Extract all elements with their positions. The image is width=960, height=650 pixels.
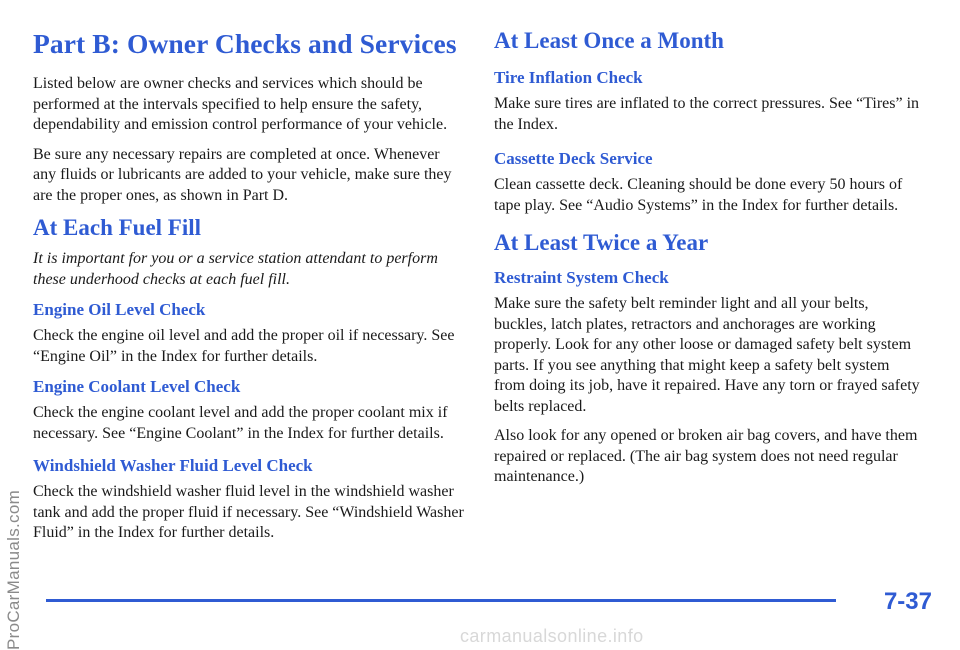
- heading-cassette-deck: Cassette Deck Service: [494, 149, 653, 168]
- heading-engine-oil: Engine Oil Level Check: [33, 300, 206, 319]
- intro-paragraph-1: Listed below are owner checks and services which should be performed at the intervals specified to help ensure the safety, dependability and emission control performance of your vehicle.: [33, 75, 448, 133]
- engine-coolant-body: Check the engine coolant level and add the proper coolant mix if necessary. See “Engine Coolant” in the Index for further details.: [33, 404, 448, 442]
- section-heading-once-a-month: At Least Once a Month: [494, 28, 724, 53]
- heading-tire-inflation: Tire Inflation Check: [494, 68, 643, 87]
- right-column: [494, 28, 924, 497]
- washer-fluid-body: Check the windshield washer fluid level in the windshield washer tank and add the proper fluid if necessary. See “Windshield Washer Fluid” in the Index for further details.: [33, 483, 464, 541]
- section-heading-fuel-fill: At Each Fuel Fill: [33, 215, 202, 240]
- heading-engine-coolant: Engine Coolant Level Check: [33, 377, 241, 396]
- intro-paragraph-2: Be sure any necessary repairs are completed at once. Whenever any fluids or lubricants are added to your vehicle, make sure they are the proper ones, as shown in Part D.: [33, 145, 452, 204]
- engine-oil-body: Check the engine oil level and add the proper oil if necessary. See “Engine Oil” in the Index for further details.: [33, 327, 455, 365]
- page-title: Part B: Owner Checks and Services: [33, 28, 457, 59]
- fuel-fill-note: It is important for you or a service station attendant to perform these underhood checks at each fuel fill.: [33, 250, 438, 288]
- cassette-deck-body: Clean cassette deck. Cleaning should be done every 50 hours of tape play. See “Audio Systems” in the Index for further details.: [494, 176, 903, 214]
- heading-restraint-system: Restraint System Check: [494, 268, 669, 287]
- section-heading-twice-a-year: At Least Twice a Year: [494, 230, 709, 255]
- tire-inflation-body: Make sure tires are inflated to the correct pressures. See “Tires” in the Index.: [494, 95, 920, 133]
- footer-rule: [46, 599, 836, 602]
- heading-washer-fluid: Windshield Washer Fluid Level Check: [33, 456, 313, 475]
- footer-watermark: carmanualsonline.info: [460, 626, 644, 646]
- left-column: [33, 28, 465, 553]
- page-number: 7-37: [883, 588, 932, 615]
- restraint-body-1: Make sure the safety belt reminder light and all your belts, buckles, latch plates, retractors and anchorages are working properly. Look for any other loose or damaged safety belt system parts. If you see anything that might keep a safety belt system from doing its job, have it repaired. Have any torn or frayed safety belts replaced.: [494, 295, 920, 415]
- restraint-body-2: Also look for any opened or broken air bag covers, and have them repaired or replaced. (The air bag system does not need regular maintenance.): [494, 427, 918, 485]
- side-watermark: ProCarManuals.com: [4, 489, 23, 650]
